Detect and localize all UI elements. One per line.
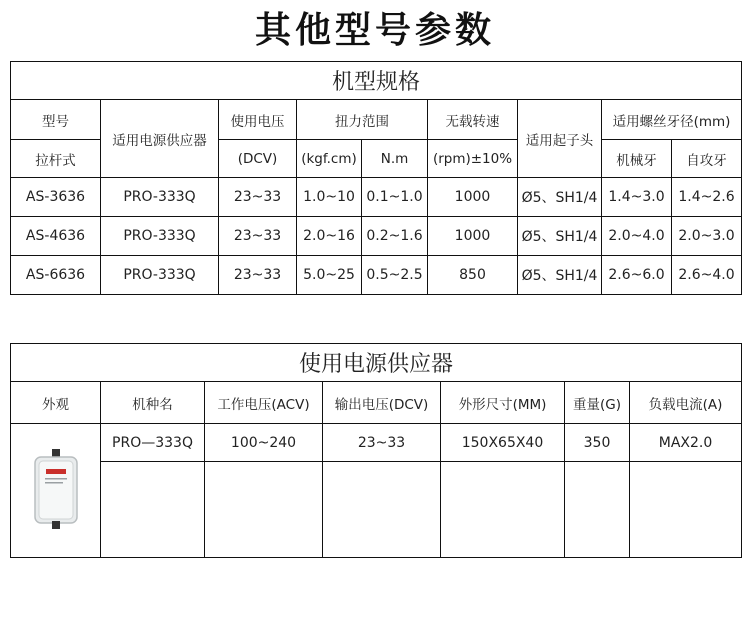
header-self-tapping: 自攻牙 (672, 140, 742, 178)
cell-self-tapping: 2.6~4.0 (672, 256, 742, 295)
page-title: 其他型号参数 (254, 10, 495, 51)
header-machine-thread: 机械牙 (602, 140, 672, 178)
header-appearance: 外观 (11, 382, 101, 424)
cell-model: AS-3636 (11, 178, 101, 217)
header-torque-nm: N.m (362, 140, 428, 178)
cell-kgf: 5.0~25 (297, 256, 362, 295)
power-table-caption: 使用电源供应器 (11, 344, 742, 382)
header-speed-unit: (rpm)±10% (428, 140, 518, 178)
empty-cell (205, 462, 323, 558)
adapter-image-cell (11, 424, 101, 558)
header-torque-kgf: (kgf.cm) (297, 140, 362, 178)
empty-cell (323, 462, 441, 558)
cell-voltage: 23~33 (219, 217, 297, 256)
cell-nm: 0.5~2.5 (362, 256, 428, 295)
header-load-current: 负载电流(A) (630, 382, 742, 424)
cell-self-tapping: 1.4~2.6 (672, 178, 742, 217)
header-voltage: 使用电压 (219, 100, 297, 140)
table-row (11, 256, 742, 295)
spec-table-caption: 机型规格 (11, 62, 742, 100)
cell-machine-thread: 2.0~4.0 (602, 217, 672, 256)
cell-kgf: 2.0~16 (297, 217, 362, 256)
header-screw-size: 适用螺丝牙径(mm) (602, 100, 742, 140)
cell-machine-thread: 1.4~3.0 (602, 178, 672, 217)
cell-bit: Ø5、SH1/4 (518, 256, 602, 295)
cell-voltage: 23~33 (219, 256, 297, 295)
header-output-voltage: 输出电压(DCV) (323, 382, 441, 424)
header-weight: 重量(G) (565, 382, 630, 424)
cell-rpm: 850 (428, 256, 518, 295)
empty-cell (101, 462, 205, 558)
header-dimensions: 外形尺寸(MM) (441, 382, 565, 424)
header-no-load-speed: 无载转速 (428, 100, 518, 140)
header-bit: 适用起子头 (518, 100, 602, 178)
empty-cell (565, 462, 630, 558)
cell-output-voltage: 23~33 (323, 424, 441, 462)
cell-nm: 0.2~1.6 (362, 217, 428, 256)
header-torque-range: 扭力范围 (297, 100, 428, 140)
cell-self-tapping: 2.0~3.0 (672, 217, 742, 256)
cell-model: AS-4636 (11, 217, 101, 256)
power-supply-table (10, 343, 742, 558)
cell-model-name: PRO—333Q (101, 424, 205, 462)
cell-nm: 0.1~1.0 (362, 178, 428, 217)
header-power-supply: 适用电源供应器 (101, 100, 219, 178)
empty-cell (441, 462, 565, 558)
header-model: 型号 (11, 100, 101, 140)
empty-cell (630, 462, 742, 558)
spec-table (10, 61, 742, 295)
cell-load-current: MAX2.0 (630, 424, 742, 462)
cell-bit: Ø5、SH1/4 (518, 217, 602, 256)
table-row (11, 178, 742, 217)
cell-psu: PRO-333Q (101, 178, 219, 217)
table-row (11, 424, 742, 462)
cell-psu: PRO-333Q (101, 256, 219, 295)
cell-machine-thread: 2.6~6.0 (602, 256, 672, 295)
header-model-name: 机种名 (101, 382, 205, 424)
cell-rpm: 1000 (428, 178, 518, 217)
cell-rpm: 1000 (428, 217, 518, 256)
cell-bit: Ø5、SH1/4 (518, 178, 602, 217)
cell-psu: PRO-333Q (101, 217, 219, 256)
table-row (11, 462, 742, 558)
cell-model: AS-6636 (11, 256, 101, 295)
power-adapter-icon (31, 449, 81, 527)
cell-input-voltage: 100~240 (205, 424, 323, 462)
header-voltage-unit: (DCV) (219, 140, 297, 178)
table-row (11, 217, 742, 256)
cell-voltage: 23~33 (219, 178, 297, 217)
cell-kgf: 1.0~10 (297, 178, 362, 217)
cell-weight: 350 (565, 424, 630, 462)
cell-dimensions: 150X65X40 (441, 424, 565, 462)
header-model-type: 拉杆式 (11, 140, 101, 178)
header-input-voltage: 工作电压(ACV) (205, 382, 323, 424)
